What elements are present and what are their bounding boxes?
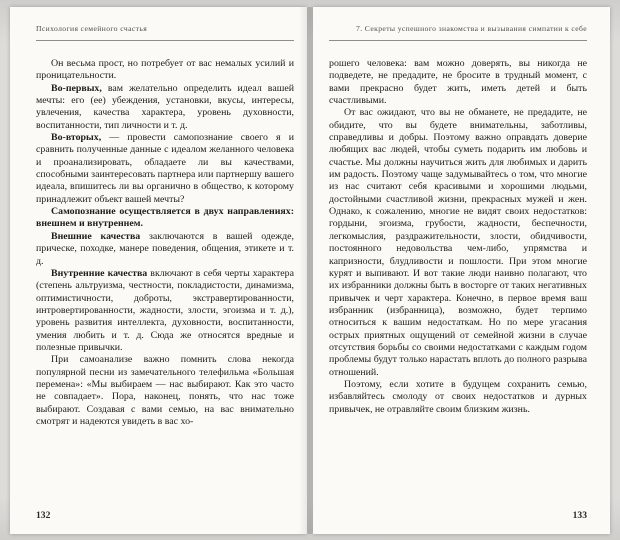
left-header-rule [36, 40, 294, 41]
text-segment: рошего человека: вам можно доверять, вы никогда не подведете, не предадите, не бросите в трудный момент, с вами прекрасно будет жить, иметь детей и быть счастливыми. [329, 58, 587, 107]
paragraph [329, 58, 587, 107]
paragraph [36, 268, 294, 354]
left-running-head: Психология семейного счастья [36, 24, 148, 33]
text-segment: При самоанализе важно помнить слова некогда популярной песни из замечательного телефильма «Большая перемена»: «Мы выбираем — нас выбирают. Как это часто не совпадает». Пора, наконец, понять, что нас тоже выбирают. Создавая с вами семью, на вас внимательно смотрят и надеются увидеть в вас хо- [36, 354, 294, 427]
bold-text-segment: Внутренние качества [51, 267, 148, 279]
paragraph [36, 83, 294, 132]
text-segment: — провести самопознание своего я и сравнить полученные данные с идеалом желанного человека и проанализировать, обладаете ли вы качествами, способными заинтересовать партнера или партнершу вашего идеала, впишитесь ли вы органично в общество, к которому принадлежит объект вашей мечты? [36, 132, 294, 205]
bold-text-segment: Самопознание осуществляется в двух направлениях: внешнем и внутреннем. [36, 206, 294, 230]
right-header-rule [329, 40, 587, 41]
paragraph [36, 206, 294, 231]
bold-text-segment: Во-вторых, [51, 132, 102, 144]
paragraph [329, 379, 587, 416]
right-running-head: 7. Секреты успешного знакомства и вызывания симпатии к себе [356, 24, 587, 33]
text-segment: Он весьма прост, но потребует от вас немалых усилий и проницательности. [36, 58, 294, 82]
left-page-text [36, 58, 294, 504]
paragraph [36, 58, 294, 83]
text-segment: включают в себя черты характера (степень альтруизма, честности, покладистости, динамизма, оптимистичности, доброты, экстравертированности, интровертированности, жадности, злости, эгоизма и т. д.), уровень развития интеллекта, духовности, воспитанности, умения любить и т. д. Сюда же относятся вредные и полезные привычки. [36, 267, 294, 353]
text-segment: вам желательно определить идеал вашей мечты: его (ее) убеждения, установки, вкусы, интересы, увлечения, качества характера, уровень духовности, воспитанности, тип личности и т. д. [36, 82, 294, 131]
right-page [313, 7, 610, 534]
paragraph [36, 231, 294, 268]
left-page-number: 132 [36, 510, 51, 521]
paragraph [329, 107, 587, 379]
paragraph [36, 354, 294, 428]
text-segment: Поэтому, если хотите в будущем сохранить семью, избавляйтесь смолоду от своих недостатков и дурных привычек, не отравляйте своим близким жизнь. [329, 378, 587, 415]
left-page [10, 7, 307, 534]
text-segment: заключаются в вашей одежде, прическе, походке, манере поведения, общения, этикете и т. д. [36, 230, 294, 267]
bold-text-segment: Внешние качества [51, 230, 141, 242]
bold-text-segment: Во-первых, [51, 82, 102, 94]
paragraph [36, 132, 294, 206]
right-page-text [329, 58, 587, 504]
text-segment: От вас ожидают, что вы не обманете, не предадите, не обидите, что вы будете внимательны, заботливы, справедливы и добры. Поэтому важно оправдать доверие любящих вас людей, чтобы суметь подарить им любовь и счастье. Мы должны научиться жить для любимых и дарить им радость. Поэтому чаще задумывайтесь о том, что многие из нас считают себя красивыми и хорошими людьми, достойными счастливой жизни, прекрасных мужей и жен. Однако, к сожалению, многие не видят своих недостатков: гордыни, эгоизма, грубости, жадности, беспечности, легкомыслия, раздражительности, злости, обидчивости, постоянного недовольства чем-либо, упрямства и капризности, блудливости и пошлости. При этом многие курят и выпивают. И вот такие люди наивно полагают, что их избранники должны быть в восторге от таких негативных привычек и черт характера. Конечно, в первое время ваш избранник (избранница), возможно, будет терпимо относиться к вашим недостаткам. Но по мере угасания острых приятных ощущений от семейной жизни в случае отсутствия борьбы со своими недостатками с каждым годом проблемы будут только нарастать вплоть до полного разрыва отношений. [329, 107, 587, 378]
right-page-number: 133 [572, 510, 587, 521]
